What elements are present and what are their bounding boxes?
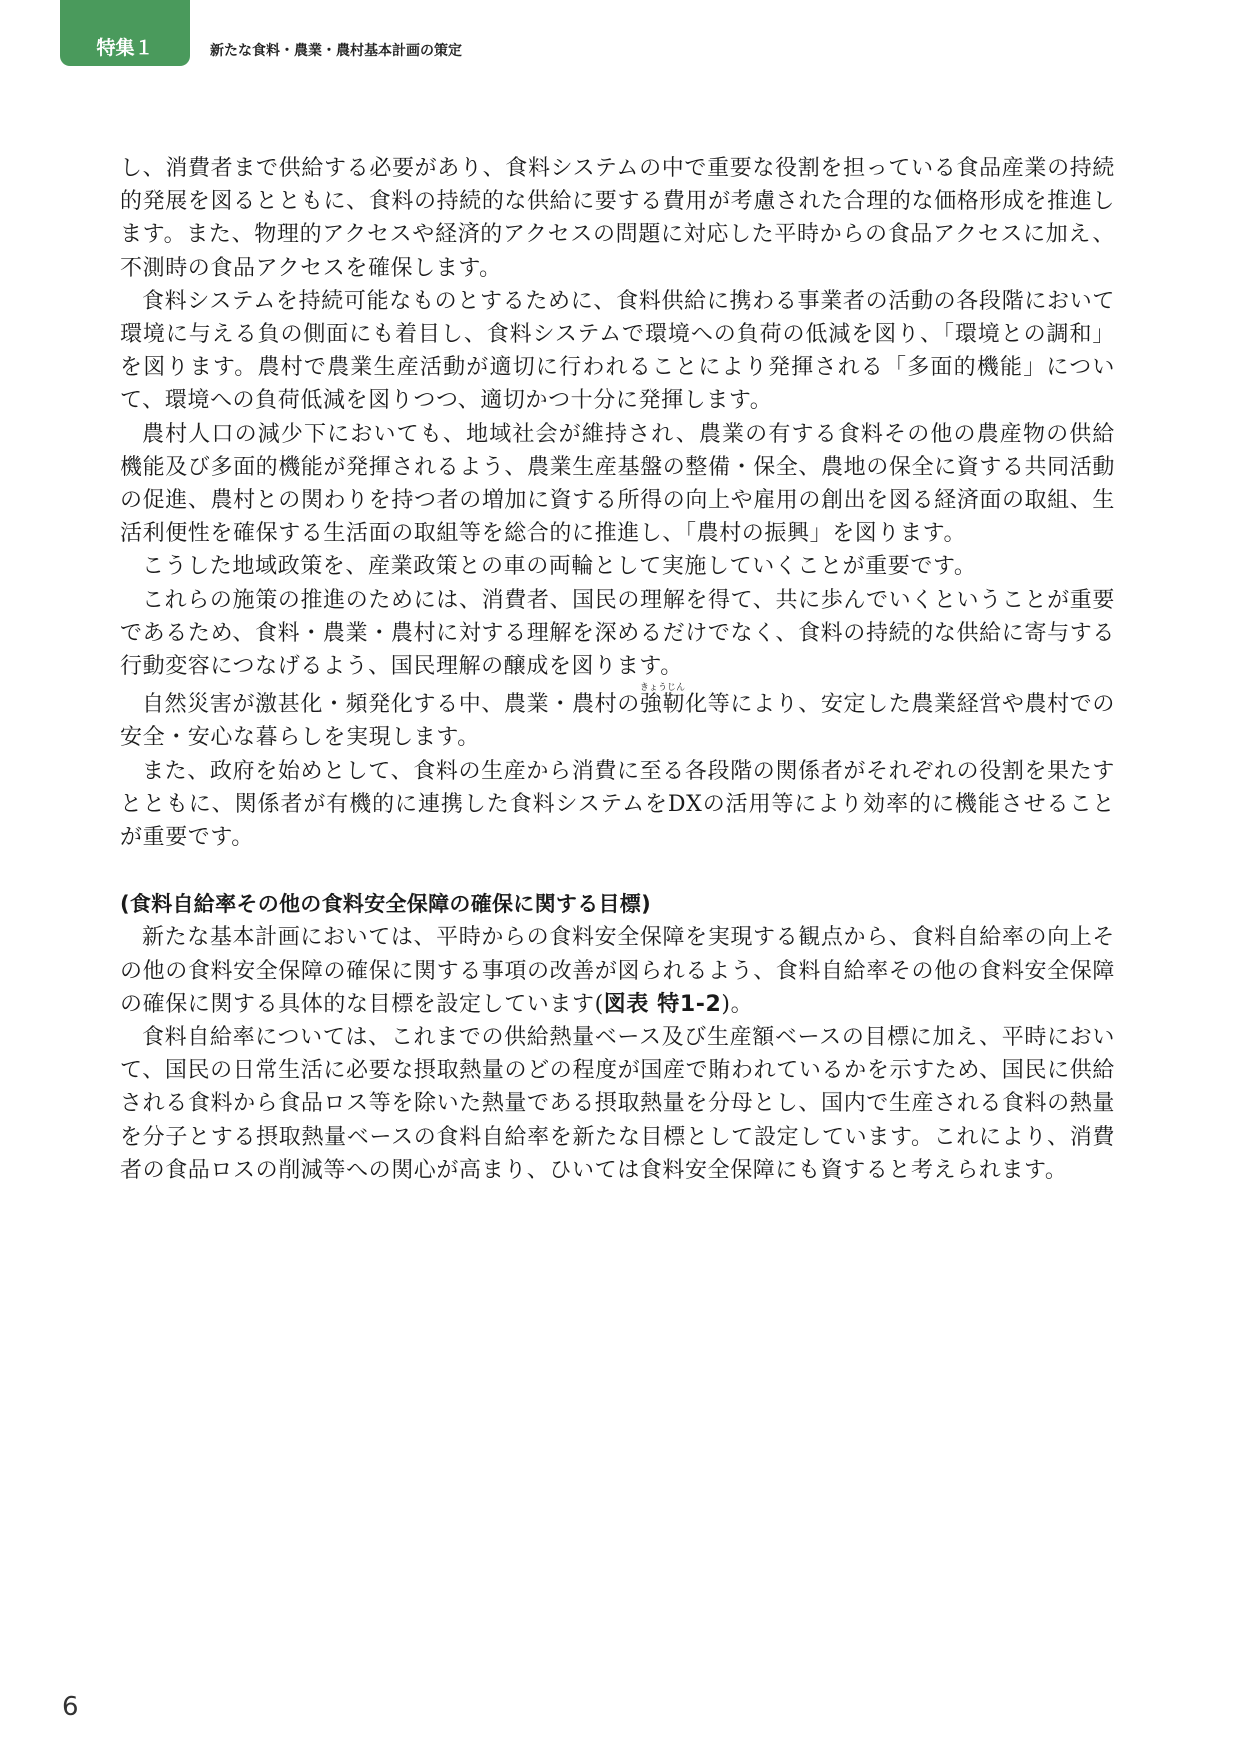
chapter-tab: [60, 0, 190, 66]
paragraph-targets: 新たな基本計画においては、平時からの食料安全保障を実現する観点から、食料自給率の向上その他の食料安全保障の確保に関する事項の改善が図られるよう、食料自給率その他の食料安全保障の確保に関する具体的な目標を設定しています(図表 特1-2)。: [120, 925, 1115, 1017]
page-number: 6: [62, 1692, 79, 1722]
paragraph-public-understanding: これらの施策の推進のためには、消費者、国民の理解を得て、共に歩んでいくということが重要であるため、食料・農業・農村に対する理解を深めるだけでなく、食料の持続的な供給に寄与する行動変容につなげるよう、国民理解の醸成を図ります。: [120, 587, 1115, 680]
paragraph-environment: 食料システムを持続可能なものとするために、食料供給に携わる事業者の活動の各段階において環境に与える負の側面にも着目し、食料システムで環境への負荷の低減を図り、「環境との調和」を図ります。農村で農業生産活動が適切に行われることにより発揮される「多面的機能」について、環境への負荷低減を図りつつ、適切かつ十分に発揮します。: [120, 288, 1115, 414]
paragraph-resilience: [120, 683, 1115, 754]
body-text: [120, 152, 1115, 1187]
figure-reference: 図表 特1-2: [603, 991, 722, 1017]
resilience-text-before: 自然災害が激甚化・頻発化する中、農業・農村の: [142, 692, 640, 718]
running-header-title: 新たな食料・農業・農村基本計画の策定: [210, 43, 462, 59]
paragraph-regional-policy: こうした地域政策を、産業政策との車の両輪として実施していくことが重要です。: [142, 554, 977, 580]
resilience-text-after: 化等により、安定した農業経営や農村での安全・安心な暮らしを実現します。: [120, 692, 1116, 751]
ruby-kyoujin: 強靭きょうじん: [639, 683, 686, 718]
paragraph-rural-promotion: 農村人口の減少下においても、地域社会が維持され、農業の有する食料その他の農産物の供給機能及び多面的機能が発揮されるよう、農業生産基盤の整備・保全、農地の保全に資する共同活動の促進、農村との関わりを持つ者の増加に資する所得の向上や雇用の創出を図る経済面の取組、生活利便性を確保する生活面の取組等を総合的に推進し、「農村の振興」を図ります。: [120, 421, 1115, 547]
paragraph-food-access: し、消費者まで供給する必要があり、食料システムの中で重要な役割を担っている食品産業の持続的発展を図るとともに、食料の持続的な供給に要する費用が考慮された合理的な価格形成を推進します。また、物理的アクセスや経済的アクセスの問題に対応した平時からの食品アクセスに加え、不測時の食品アクセスを確保します。: [120, 156, 1115, 281]
paragraph-self-sufficiency: 食料自給率については、これまでの供給熱量ベース及び生産額ベースの目標に加え、平時において、国民の日常生活に必要な摂取熱量のどの程度が国産で賄われているかを示すため、国民に供給される食料から食品ロス等を除いた熱量である摂取熱量を分母とし、国内で生産される食料の熱量を分子とする摂取熱量ベースの食料自給率を新たな目標として設定しています。これにより、消費者の食品ロスの削減等への関心が高まり、ひいては食料安全保障にも資すると考えられます。: [120, 1025, 1115, 1183]
paragraph-government: また、政府を始めとして、食料の生産から消費に至る各段階の関係者がそれぞれの役割を果たすとともに、関係者が有機的に連携した食料システムをDXの活用等により効率的に機能させることが重要です。: [120, 758, 1115, 851]
section-heading: (食料自給率その他の食料安全保障の確保に関する目標): [120, 892, 651, 917]
chapter-tab-label: 特集１: [96, 37, 154, 59]
